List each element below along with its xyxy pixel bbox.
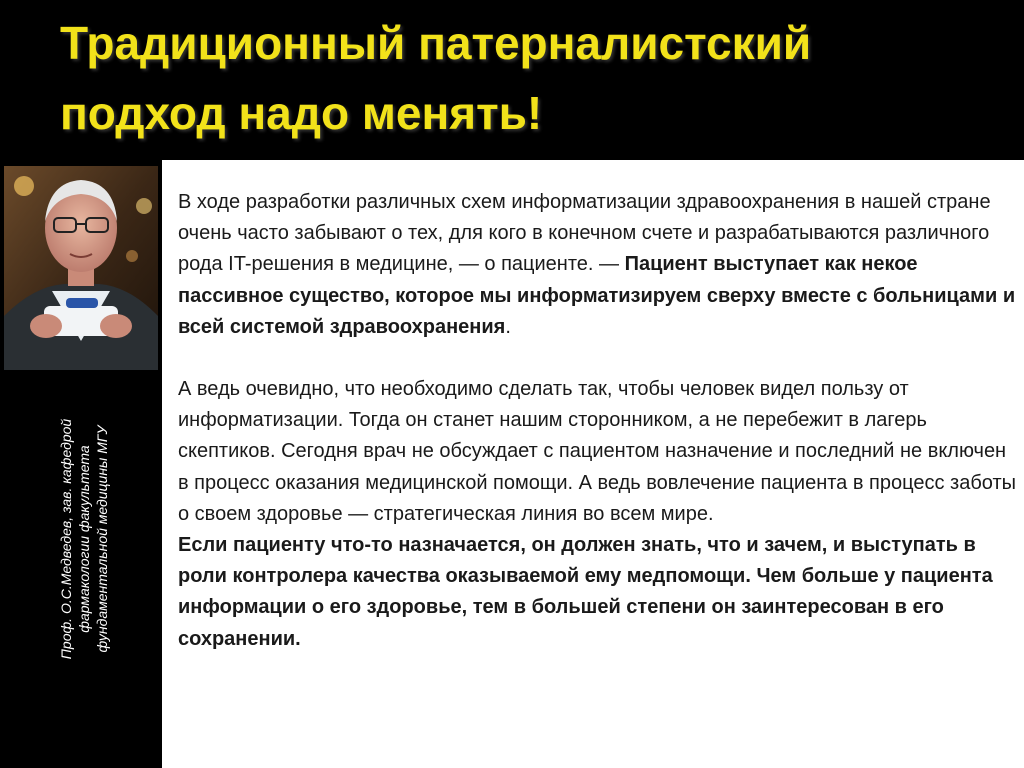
content-panel xyxy=(162,160,1024,768)
paragraph-1 xyxy=(178,187,1018,343)
photo-caption-area xyxy=(0,372,162,768)
slide-title xyxy=(60,8,960,148)
paragraph-1-end: . xyxy=(505,315,511,338)
body-text xyxy=(178,187,1018,655)
caption-line-1: Проф. О.С.Медведев, зав. кафедрой xyxy=(58,418,74,660)
paragraph-1-bold: Пациент выступает как некое пассивное существо, которое мы информатизируем сверху вместе с больницами и всей системой здравоохранения xyxy=(178,253,1016,338)
paragraph-2: А ведь очевидно, что необходимо сделать так, чтобы человек видел пользу от информатизации. Тогда он станет нашим сторонником, а не перебежит в лагерь скептиков. Сегодня врач не обсуждает с пациентом назначение и последний не включен в процесс оказания медицинской помощи. А ведь вовлечение пациента в процесс заботы о своем здоровье — стратегическая линия во всем мире. xyxy=(178,378,1016,525)
caption-line-3: фундаментальной медицины МГУ xyxy=(94,425,110,653)
paragraph-1-plain: В ходе разработки различных схем информатизации здравоохранения в нашей стране очень часто забывают о тех, для кого в конечном счете и разрабатываются различного рода IT-решения в медицине, — о пациенте. — xyxy=(178,191,991,276)
title-line-1: Традиционный патерналистский xyxy=(60,17,812,69)
title-line-2: подход надо менять! xyxy=(60,87,543,139)
photo-caption xyxy=(57,389,111,689)
slide-header xyxy=(0,0,1024,160)
paragraph-3: Если пациенту что-то назначается, он должен знать, что и зачем, и выступать в роли контролера качества оказываемой ему медпомощи. Чем больше у пациента информации о его здоровье, тем в большей степени он заинтересован в его сохранении. xyxy=(178,534,993,650)
caption-line-2: фармакологии факультета xyxy=(76,445,92,633)
portrait-image xyxy=(4,166,158,370)
professor-photo xyxy=(4,166,158,370)
